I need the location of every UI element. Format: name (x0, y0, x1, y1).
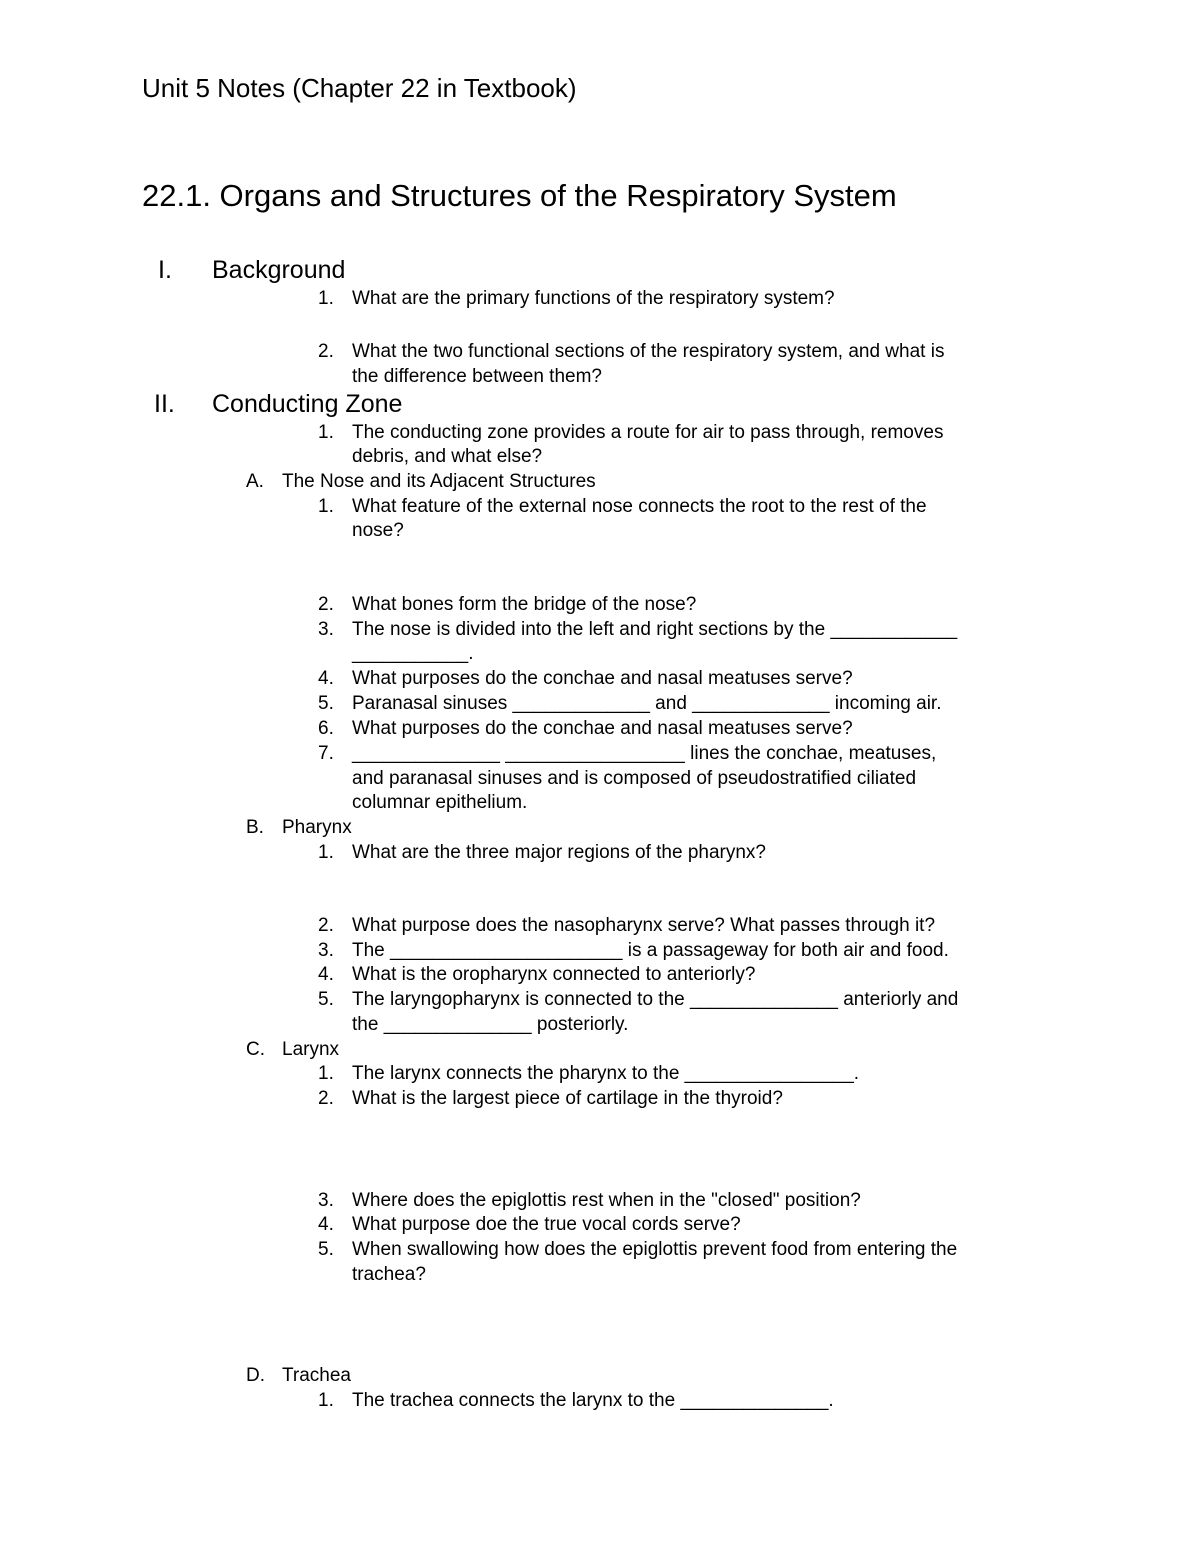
subsection-letter: A. (246, 471, 264, 492)
question-text: ___________. (352, 643, 474, 664)
part-heading-background: Background (212, 256, 346, 284)
question-text: debris, and what else? (352, 446, 543, 467)
question-text: The trachea connects the larynx to the ______________. (352, 1390, 834, 1411)
question-text: What are the three major regions of the pharynx? (352, 842, 767, 863)
question-text: columnar epithelium. (352, 792, 528, 813)
question-text: nose? (352, 520, 404, 541)
question-number: 1. (318, 842, 334, 863)
question-text: What purposes do the conchae and nasal meatuses serve? (352, 668, 853, 689)
question-number: 2. (318, 1088, 334, 1109)
part-numeral: I. (158, 256, 172, 284)
question-text: The larynx connects the pharynx to the ________________. (352, 1063, 860, 1084)
subsection-letter: B. (246, 817, 264, 838)
question-text: The conducting zone provides a route for air to pass through, removes (352, 422, 944, 443)
question-text: What is the largest piece of cartilage in the thyroid? (352, 1088, 783, 1109)
question-number: 1. (318, 422, 334, 443)
question-number: 2. (318, 341, 334, 362)
question-number: 7. (318, 743, 334, 764)
question-number: 2. (318, 594, 334, 615)
question-text: The laryngopharynx is connected to the ______________ anteriorly and (352, 989, 959, 1010)
part-heading-conducting-zone: Conducting Zone (212, 390, 403, 418)
section-title: 22.1. Organs and Structures of the Respiratory System (142, 178, 897, 213)
question-number: 3. (318, 940, 334, 961)
subsection-letter: D. (246, 1365, 265, 1386)
question-text: the ______________ posteriorly. (352, 1014, 629, 1035)
document-title: Unit 5 Notes (Chapter 22 in Textbook) (142, 73, 577, 103)
question-number: 4. (318, 964, 334, 985)
question-number: 5. (318, 989, 334, 1010)
question-text: What is the oropharynx connected to anteriorly? (352, 964, 756, 985)
question-number: 1. (318, 288, 334, 309)
question-number: 3. (318, 1190, 334, 1211)
subsection-letter: C. (246, 1039, 265, 1060)
question-text: ______________ _________________ lines the conchae, meatuses, (352, 743, 937, 764)
question-text: When swallowing how does the epiglottis prevent food from entering the (352, 1239, 958, 1260)
question-number: 1. (318, 1390, 334, 1411)
question-text: What are the primary functions of the respiratory system? (352, 288, 835, 309)
question-text: The ______________________ is a passageway for both air and food. (352, 940, 949, 961)
question-text: What purpose does the nasopharynx serve? What passes through it? (352, 915, 936, 936)
subsection-label-nose: The Nose and its Adjacent Structures (282, 471, 596, 492)
subsection-label-larynx: Larynx (282, 1039, 340, 1060)
question-text: What purposes do the conchae and nasal meatuses serve? (352, 718, 853, 739)
question-number: 3. (318, 619, 334, 640)
question-number: 5. (318, 693, 334, 714)
question-text: The nose is divided into the left and right sections by the ____________ (352, 619, 958, 640)
question-text: the difference between them? (352, 366, 602, 387)
question-text: What feature of the external nose connects the root to the rest of the (352, 496, 927, 517)
question-text: What bones form the bridge of the nose? (352, 594, 697, 615)
question-text: Paranasal sinuses _____________ and _____________ incoming air. (352, 693, 942, 714)
subsection-label-trachea: Trachea (282, 1365, 351, 1386)
question-number: 2. (318, 915, 334, 936)
question-text: and paranasal sinuses and is composed of pseudostratified ciliated (352, 768, 917, 789)
question-text: Where does the epiglottis rest when in the "closed" position? (352, 1190, 861, 1211)
question-text: What the two functional sections of the respiratory system, and what is (352, 341, 945, 362)
question-number: 4. (318, 668, 334, 689)
subsection-label-pharynx: Pharynx (282, 817, 352, 838)
question-number: 1. (318, 496, 334, 517)
question-number: 6. (318, 718, 334, 739)
question-number: 1. (318, 1063, 334, 1084)
question-text: What purpose doe the true vocal cords serve? (352, 1214, 741, 1235)
question-number: 5. (318, 1239, 334, 1260)
question-number: 4. (318, 1214, 334, 1235)
part-numeral: II. (154, 390, 175, 418)
question-text: trachea? (352, 1264, 426, 1285)
